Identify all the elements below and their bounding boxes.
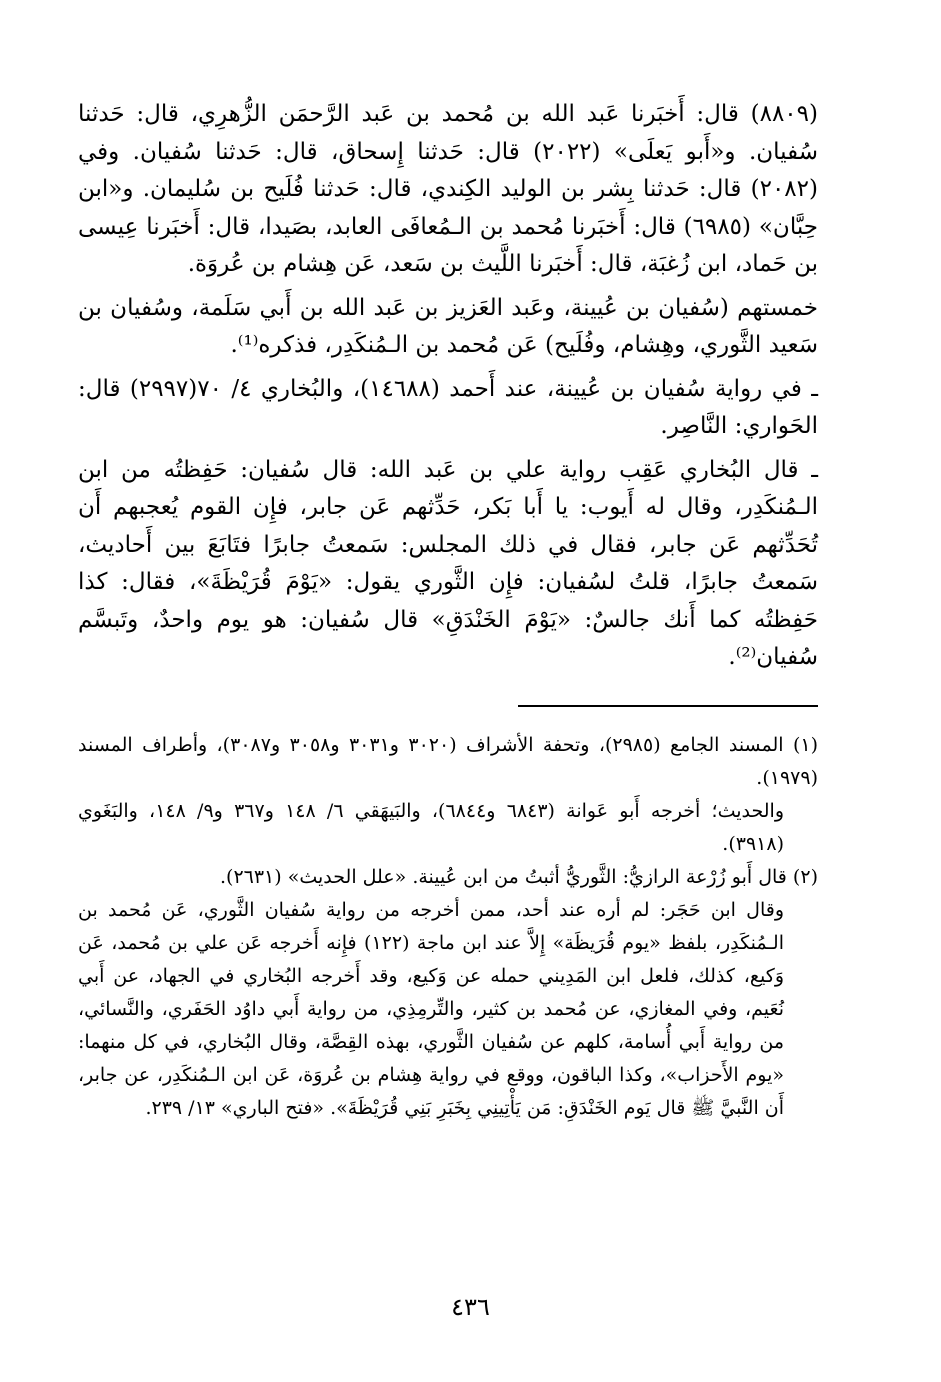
footnote-1: (١) المسند الجامع (٢٩٨٥)، وتحفة الأشراف (٣٠٢٠ و٣٠٣١ و٣٠٥٨ و٣٠٨٧)، وأطراف المسند (١٩٧٩).: [78, 733, 819, 789]
footnote-2: (٢) قال أَبو زُرْعة الرازيُّ: الثَّوريُّ أثبتُ من ابن عُيينة. «علل الحديث» (٢٦٣١).: [219, 865, 818, 888]
footnote-divider: [518, 705, 818, 707]
page-number: ٤٣٦: [451, 1293, 490, 1321]
paragraph-bukhari-comment: ـ قال البُخاري عَقِب رواية علي بن عَبد الله: قال سُفيان: حَفِظتُه من ابن الـمُنكَدِر، وقال له أَيوب: يا أَبا بَكر، حَدِّثهم عَن جابر، فإِن القوم يُعجبهم أَن تُحَدِّثهم عَن جابر، فقال في ذلك المجلس: سَمعتُ جابرًا فتَابَعَ بين أَحاديث، سَمعتُ جابرًا، قلتُ لسُفيان: فإِن الثَّوري يقول: «يَوْمَ قُرَيْظَةَ»، فقال: كذا حَفِظتُه كما أَنك جالسٌ: «يَوْمَ الخَنْدَقِ» قال سُفيان: هو يوم واحدٌ، وتَبسَّم سُفيان⁽²⁾.: [78, 456, 818, 670]
footnotes: [78, 729, 818, 1125]
footnote-1-continuation: والحديث؛ أخرجه أَبو عَوانة (٦٨٤٣ و٦٨٤٤)، والبَيهَقي ٦/ ١٤٨ و٣٦٧ و٩/ ١٤٨، والبَغَوي (٣٩١٨).: [78, 799, 785, 855]
paragraph-summary: خمستهم (سُفيان بن عُيينة، وعَبد العَزيز بن عَبد الله بن أَبي سَلَمة، وسُفيان بن سَعيد الثَّوري، وهِشام، وفُلَيح) عَن مُحمد بن الـمُنكَدِر، فذكره⁽¹⁾.: [78, 294, 818, 358]
paragraph-sufyan-narration: ـ في رواية سُفيان بن عُيينة، عند أَحمد (١٤٦٨٨)، والبُخاري ٤/ ٧٠(٢٩٩٧) قال: الحَواري: النَّاصِر.: [78, 375, 818, 439]
main-text: [78, 96, 818, 677]
footnote-2-continuation: وقال ابن حَجَر: لم أره عند أحد، ممن أخرجه من رواية سُفيان الثَّوري، عَن مُحمد بن الـمُنكَدِر، بلفظ «يوم قُرَيظَة» إِلاَّ عند ابن ماجة (١٢٢) فإِنه أَخرجه عَن علي بن مُحمد، عَن وَكيع، كذلك، فلعل ابن المَدِيني حمله عن وَكيع، وقد أَخرجه البُخاري في الجهاد، عن أَبي نُعَيم، وفي المغازي، عن مُحمد بن كثير، والتِّرمِذِي، من رواية أَبي داوُد الحَفَري، والنَّسائي، من رواية أَبي أُسامة، كلهم عن سُفيان الثَّوري، بهذه القِصَّة، وقال البُخاري، في كل منهما: «يوم الأَحزاب»، وكذا الباقون، ووقع في رواية هِشام بن عُروَة، عَن ابن الـمُنكَدِر، عن جابر، أَن النَّبيَّ ﷺ قال يَوم الخَنْدَقِ: مَن يَأْتِينِي بِخَبَرِ بَنِي قُرَيْظَةَ». «فتح الباري» ١٣/ ٢٣٩.: [78, 898, 784, 1119]
page-content: [78, 96, 818, 1125]
paragraph-hadith-chain: (٨٨٠٩) قال: أَخبَرنا عَبد الله بن مُحمد بن عَبد الرَّحمَن الزُّهرِي، قال: حَدثنا سُفيان. و«أَبو يَعلَى» (٢٠٢٢) قال: حَدثنا إِسحاق، قال: حَدثنا سُفيان. وفي (٢٠٨٢) قال: حَدثنا بِشر بن الوليد الكِندي، قال: حَدثنا فُلَيح بن سُليمان. و«ابن حِبَّان» (٦٩٨٥) قال: أَخبَرنا مُحمد بن الـمُعافَى العابد، بصَيدا، قال: أَخبَرنا عِيسى بن حَماد، ابن زُغبَة، قال: أَخبَرنا اللَّيث بن سَعد، عَن هِشام بن عُروَة.: [78, 101, 818, 277]
